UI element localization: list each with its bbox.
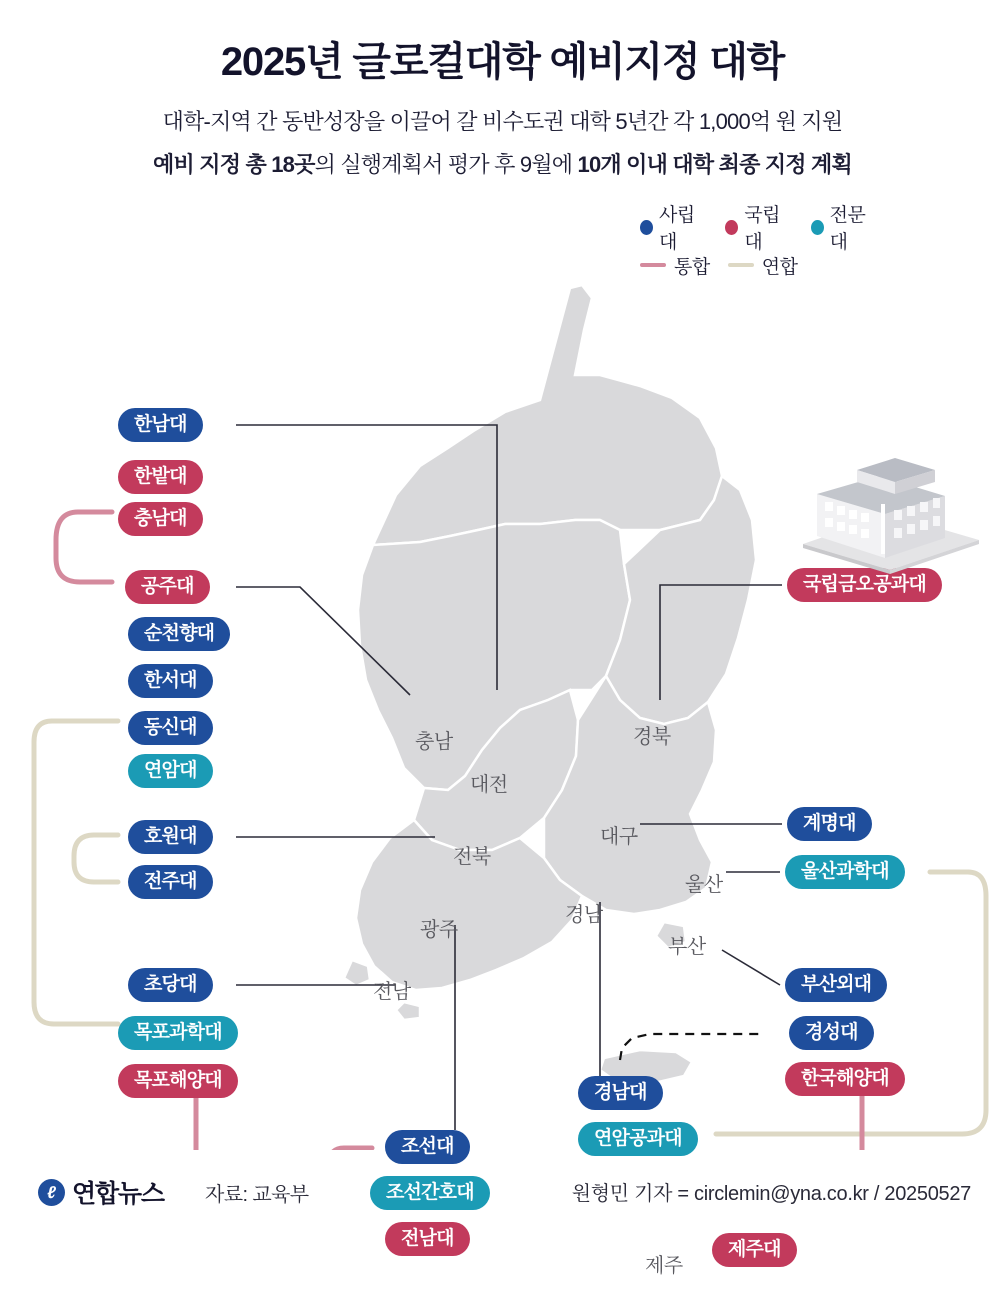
region-label-jeonbuk: 전북 <box>453 846 491 868</box>
pill-jeju[interactable]: 제주대 <box>712 1233 797 1267</box>
pill-korea-maritime[interactable]: 한국해양대 <box>785 1062 905 1096</box>
pill-kyungnam[interactable]: 경남대 <box>578 1076 663 1110</box>
region-gyeonggi-gangwon <box>373 285 722 545</box>
merge-chungnam-gongju <box>56 512 112 582</box>
region-label-daegu: 대구 <box>600 826 638 848</box>
pill-mokpo-maritime[interactable]: 목포해양대 <box>118 1064 238 1098</box>
region-label-gyeongbuk: 경북 <box>633 726 671 748</box>
pill-chosun-nursing[interactable]: 조선간호대 <box>370 1176 490 1210</box>
header <box>0 0 1005 179</box>
legend-label-private: 사립대 <box>658 205 695 253</box>
pill-jeonnam[interactable]: 전남대 <box>385 1222 470 1256</box>
island-jindo <box>344 960 370 986</box>
subtitle-line-1: 대학-지역 간 동반성장을 이끌어 갈 비수도권 대학 5년간 각 1,000억 원 지원 <box>162 109 843 134</box>
page-title: 2025년 글로컬대학 예비지정 대학 <box>220 40 785 84</box>
region-label-busan: 부산 <box>668 936 706 958</box>
region-label-jeonnam: 전남 <box>373 981 411 1003</box>
pill-chodang[interactable]: 초당대 <box>128 968 213 1002</box>
region-label-daejeon: 대전 <box>470 774 508 796</box>
pill-yeonam[interactable]: 연암대 <box>128 754 213 788</box>
leader-busan-foreign <box>722 950 780 985</box>
subtitle-line-2 <box>0 148 1005 179</box>
pill-dongshin[interactable]: 동신대 <box>128 711 213 745</box>
region-label-gyeongnam: 경남 <box>565 904 603 926</box>
region-label-gwangju: 광주 <box>420 919 458 941</box>
university-building-illustration <box>795 440 985 580</box>
logo-wordmark: 연합뉴스 <box>72 1180 164 1208</box>
subtitle-bold-2: 10개 이내 대학 최종 지정 계획 <box>577 152 852 177</box>
pill-mokpo-science[interactable]: 목포과학대 <box>118 1016 238 1050</box>
korea-landmass <box>344 285 756 1084</box>
pill-kyungsung[interactable]: 경성대 <box>789 1016 874 1050</box>
union-howon-jeonju <box>74 835 118 882</box>
pill-soonchunhyang[interactable]: 순천향대 <box>128 617 230 651</box>
footer <box>0 1160 1005 1250</box>
legend-label-merge: 통합 <box>674 256 710 278</box>
merge-long-routes <box>196 1080 862 1150</box>
subtitle-plain: 의 실행계획서 평가 후 9월에 <box>314 152 578 177</box>
pill-yeonam-tech[interactable]: 연암공과대 <box>578 1122 698 1156</box>
subtitle-bold-1: 예비 지정 총 18곳 <box>153 152 315 177</box>
pill-jeonju[interactable]: 전주대 <box>128 865 213 899</box>
pill-ulsan-science[interactable]: 울산과학대 <box>785 855 905 889</box>
byline-credit: 원형민 기자 = circlemin@yna.co.kr / 20250527 <box>571 1183 971 1205</box>
pill-keimyung[interactable]: 계명대 <box>787 807 872 841</box>
pill-gongju[interactable]: 공주대 <box>125 570 210 604</box>
merge-mokpo-hanguk <box>196 1080 862 1150</box>
island-wando <box>396 1002 420 1020</box>
legend-label-college: 전문대 <box>829 205 866 253</box>
logo-mark-icon: ℓ <box>38 1179 65 1206</box>
merge-chosun <box>328 1148 372 1150</box>
region-label-chungnam: 충남 <box>415 731 453 753</box>
legend-label-union: 연합 <box>761 256 798 278</box>
legend-label-national: 국립대 <box>744 205 781 253</box>
source-credit: 자료: 교육부 <box>205 1184 309 1206</box>
pill-chungnam[interactable]: 충남대 <box>118 502 203 536</box>
pill-hanbat[interactable]: 한밭대 <box>118 460 203 494</box>
yonhap-logo <box>38 1174 164 1210</box>
pill-kumoh[interactable]: 국립금오공과대 <box>787 568 942 602</box>
pill-busan-foreign[interactable]: 부산외대 <box>785 968 887 1002</box>
pill-hannam[interactable]: 한남대 <box>118 408 203 442</box>
pill-howon[interactable]: 호원대 <box>128 820 213 854</box>
pill-hanseo[interactable]: 한서대 <box>128 664 213 698</box>
merge-brackets <box>56 512 372 1150</box>
region-label-jeju: 제주 <box>645 1255 683 1277</box>
pill-chosun[interactable]: 조선대 <box>385 1130 470 1164</box>
region-label-ulsan: 울산 <box>685 874 723 896</box>
